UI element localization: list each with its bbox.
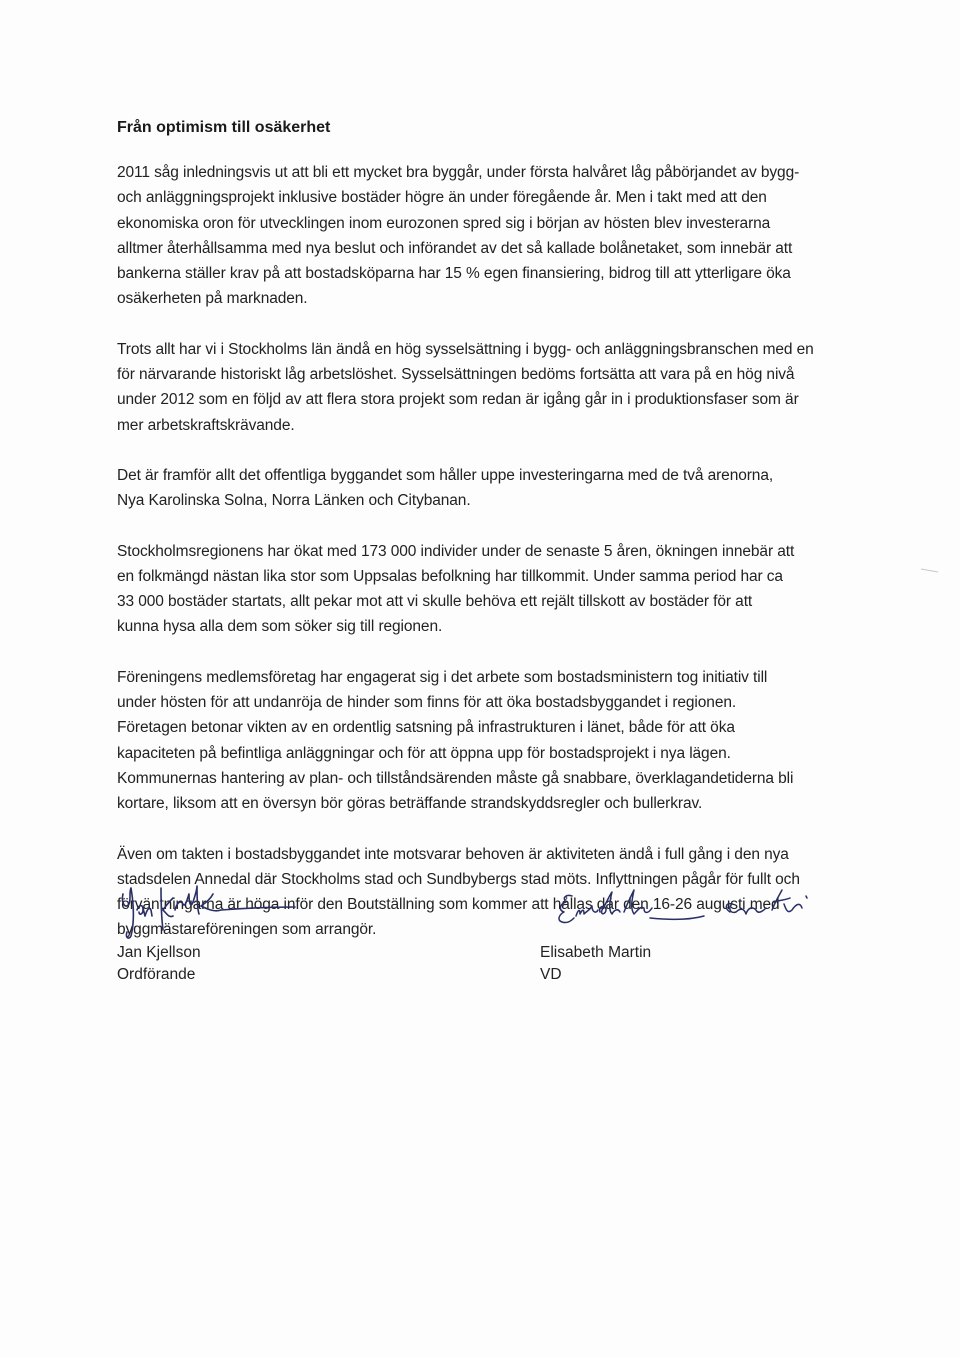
paragraph — [117, 337, 857, 438]
paragraph-line: 2011 såg inledningsvis ut att bli ett mycket bra byggår, under första halvåret låg påbörjandet av bygg- — [117, 164, 800, 181]
signer-name: Jan Kjellson — [117, 944, 201, 961]
scan-mark — [920, 568, 940, 574]
paragraph-line: för närvarande historiskt låg arbetslöshet. Sysselsättningen bedöms fortsätta att vara på en hög nivå — [117, 366, 795, 384]
signature-jan-kjellson — [117, 880, 297, 942]
paragraph — [117, 665, 857, 817]
signer-name: Elisabeth Martin — [540, 944, 652, 961]
letter-title: Från optimism till osäkerhet — [117, 119, 331, 136]
letter-body — [117, 116, 857, 968]
paragraph-line: och anläggningsprojekt inklusive bostäder högre än under föregående år. Men i takt med att den — [117, 189, 767, 207]
signature-block-ceo — [540, 880, 860, 986]
paragraph-line: Stockholmsregionens har ökat med 173 000 individer under de senaste 5 åren, ökningen innebär att — [117, 542, 795, 560]
paragraph-line: Även om takten i bostadsbyggandet inte motsvarar behoven är aktiviteten ändå i full gång i den nya — [117, 845, 789, 863]
signature-block-chairman — [117, 880, 337, 986]
paragraph-line: under hösten för att undanröja de hinder som finns för att öka bostadsbyggandet i regionen. — [117, 694, 737, 712]
paragraph-line: ekonomiska oron för utvecklingen inom eurozonen spred sig i början av hösten blev investerarna — [117, 214, 771, 232]
signer-role: VD — [540, 966, 562, 983]
paragraph — [117, 160, 857, 312]
paragraph-line: Det är framför allt det offentliga byggandet som håller uppe investeringarna med de två arenorna, — [117, 466, 774, 484]
paragraph-list — [117, 160, 857, 943]
paragraph-line: Nya Karolinska Solna, Norra Länken och Citybanan. — [117, 492, 471, 510]
paragraph-line: byggmästareföreningen som arrangör. — [117, 921, 377, 939]
paragraph-line: kapaciteten på befintliga anläggningar och för att öppna upp för bostadsprojekt i nya lägen. — [117, 744, 731, 762]
paragraph-line: osäkerheten på marknaden. — [117, 290, 308, 308]
paragraph-line: en folkmängd nästan lika stor som Uppsalas befolkning har tillkommit. Under samma period har ca — [117, 567, 783, 585]
paragraph-line: kunna hysa alla dem som söker sig till regionen. — [117, 618, 443, 636]
paragraph-line: förväntningarna är höga inför den Boutställning som kommer att hållas där den 16-26 augusti med — [117, 896, 780, 914]
paragraph-line: alltmer återhållsamma med nya beslut och införandet av det så kallade bolånetaket, som innebär att — [117, 239, 793, 257]
paragraph-line: mer arbetskraftskrävande. — [117, 416, 295, 434]
paragraph-line: Kommunernas hantering av plan- och tillståndsärenden måste gå snabbare, överklagandetiderna bli — [117, 769, 794, 787]
paragraph-line: Föreningens medlemsföretag har engagerat sig i det arbete som bostadsministern tog initiativ till — [117, 668, 768, 686]
paragraph-line: 33 000 bostäder startats, allt pekar mot att vi skulle behöva ett rejält tillskott av bostäder för att — [117, 593, 753, 611]
paragraph-line: stadsdelen Annedal där Stockholms stad och Sundbybergs stad möts. Inflyttningen pågår för fullt och — [117, 870, 800, 888]
signature-elisabeth-martin — [540, 880, 840, 942]
paragraph-line: Företagen betonar vikten av en ordentlig satsning på infrastrukturen i länet, både för att öka — [117, 719, 735, 737]
paragraph-line: bankerna ställer krav på att bostadsköparna har 15 % egen finansiering, bidrog till att ytterligare öka — [117, 265, 791, 283]
paragraph-line: Trots allt har vi i Stockholms län ändå en hög sysselsättning i bygg- och anläggningsbranschen med en — [117, 340, 814, 358]
paragraph-line: kortare, liksom att en översyn bör göras beträffande strandskyddsregler och bullerkrav. — [117, 795, 703, 813]
paragraph — [117, 539, 857, 640]
paragraph-line: under 2012 som en följd av att flera stora projekt som redan är igång går in i produktionsfaser som är — [117, 391, 799, 409]
paragraph — [117, 463, 857, 514]
signer-role: Ordförande — [117, 966, 196, 983]
